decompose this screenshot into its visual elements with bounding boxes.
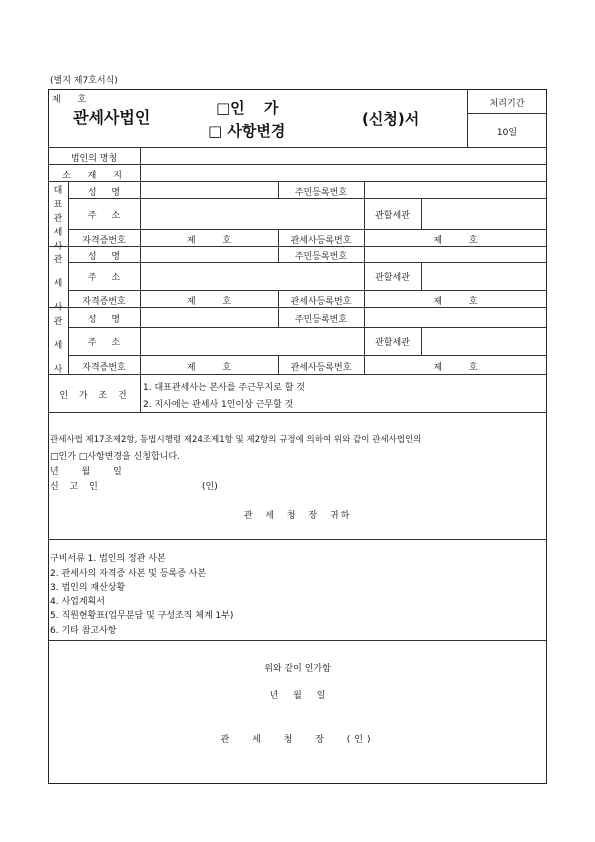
attachment-item: 3. 법인의 재산상황 xyxy=(50,583,126,593)
label-broker-reg-no: 관세사등록번호 xyxy=(290,363,352,373)
form-suffix: (신청)서 xyxy=(362,110,420,128)
label-cert-no: 자격증번호 xyxy=(82,297,126,307)
option-change: □ 사항변경 xyxy=(208,122,286,140)
attachment-item: 6. 기타 참고사항 xyxy=(50,626,117,636)
approval-date: 년 월 일 xyxy=(269,691,326,701)
condition-1: 1. 대표관세사는 본사를 주근무지로 할 것 xyxy=(143,383,305,393)
divider xyxy=(48,412,547,413)
number-label: 제 호 xyxy=(52,95,87,105)
label-conditions: 인 가 조 건 xyxy=(59,391,129,401)
label-name: 성 명 xyxy=(87,315,121,325)
divider xyxy=(48,181,547,182)
label-cert-no: 자격증번호 xyxy=(82,236,126,246)
divider xyxy=(48,147,547,148)
label-customs-office: 관할세관 xyxy=(375,273,410,283)
addressee: 관 세 청 장 귀하 xyxy=(243,511,352,521)
label-resident-no: 주민등록번호 xyxy=(294,315,348,325)
applicant-label: 신 고 인 xyxy=(50,482,100,492)
group-broker-2: 관세사 xyxy=(53,317,63,375)
divider xyxy=(48,374,547,375)
label-address: 주 소 xyxy=(87,211,121,221)
option-approval: □인 가 xyxy=(216,99,279,117)
divider xyxy=(48,246,547,247)
divider xyxy=(467,113,547,114)
group-representative: 대표관세사 xyxy=(53,186,63,252)
attachment-item: 구비서류 1. 법인의 정관 사본 xyxy=(50,554,166,564)
statement-date: 년 월 일 xyxy=(50,467,122,477)
form-title: 관세사법인 xyxy=(73,108,151,127)
label-resident-no: 주민등록번호 xyxy=(294,188,348,198)
divider xyxy=(364,307,365,327)
divider xyxy=(48,164,547,165)
cert-number-mark: 제 호 xyxy=(186,363,232,373)
divider xyxy=(421,198,422,229)
divider xyxy=(48,640,547,641)
label-corp-name: 법인의 명칭 xyxy=(70,154,118,164)
divider xyxy=(421,262,422,290)
processing-label: 처리기간 xyxy=(489,99,525,109)
applicant-seal: (인) xyxy=(202,482,218,492)
reg-number-mark: 제 호 xyxy=(433,297,478,307)
reg-number-mark: 제 호 xyxy=(433,363,478,373)
label-customs-office: 관할세관 xyxy=(375,338,410,348)
label-broker-reg-no: 관세사등록번호 xyxy=(290,297,352,307)
label-address: 주 소 xyxy=(87,273,121,283)
processing-value: 10일 xyxy=(496,128,518,138)
label-broker-reg-no: 관세사등록번호 xyxy=(290,236,352,246)
divider xyxy=(364,246,365,262)
label-customs-office: 관할세관 xyxy=(375,211,410,221)
approval-signer: 관 세 청 장 (인) xyxy=(220,735,375,745)
divider xyxy=(364,181,365,198)
attachment-item: 4. 사업계획서 xyxy=(50,597,105,607)
label-name: 성 명 xyxy=(87,188,121,198)
divider xyxy=(48,307,547,308)
cert-number-mark: 제 호 xyxy=(186,297,232,307)
group-broker-1: 관세사 xyxy=(53,255,63,313)
label-name: 성 명 xyxy=(87,252,121,262)
label-resident-no: 주민등록번호 xyxy=(294,252,348,262)
divider xyxy=(48,539,547,540)
reg-number-mark: 제 호 xyxy=(433,236,478,246)
label-address: 주 소 xyxy=(87,338,121,348)
approval-text: 위와 같이 인가함 xyxy=(264,664,331,674)
attachment-item: 5. 직원현황표(업무분담 및 구성조직 체계 1부) xyxy=(50,611,234,621)
attachment-item: 2. 관세사의 자격증 사본 및 등록증 사본 xyxy=(50,569,207,579)
label-location: 소 재 지 xyxy=(62,171,126,181)
condition-2: 2. 지사에는 관세사 1인이상 근무할 것 xyxy=(143,400,294,410)
form-label: (별지 제7호서식) xyxy=(50,76,118,86)
statement-line-2: □인가 □사항변경을 신청합니다. xyxy=(50,452,180,462)
label-cert-no: 자격증번호 xyxy=(82,363,126,373)
statement-line-1: 관세사법 제17조제2항, 동법시행령 제24조제1항 및 제2항의 규정에 의하여 위와 같이 관세사법인의 xyxy=(50,435,422,445)
divider xyxy=(421,327,422,355)
cert-number-mark: 제 호 xyxy=(186,236,232,246)
